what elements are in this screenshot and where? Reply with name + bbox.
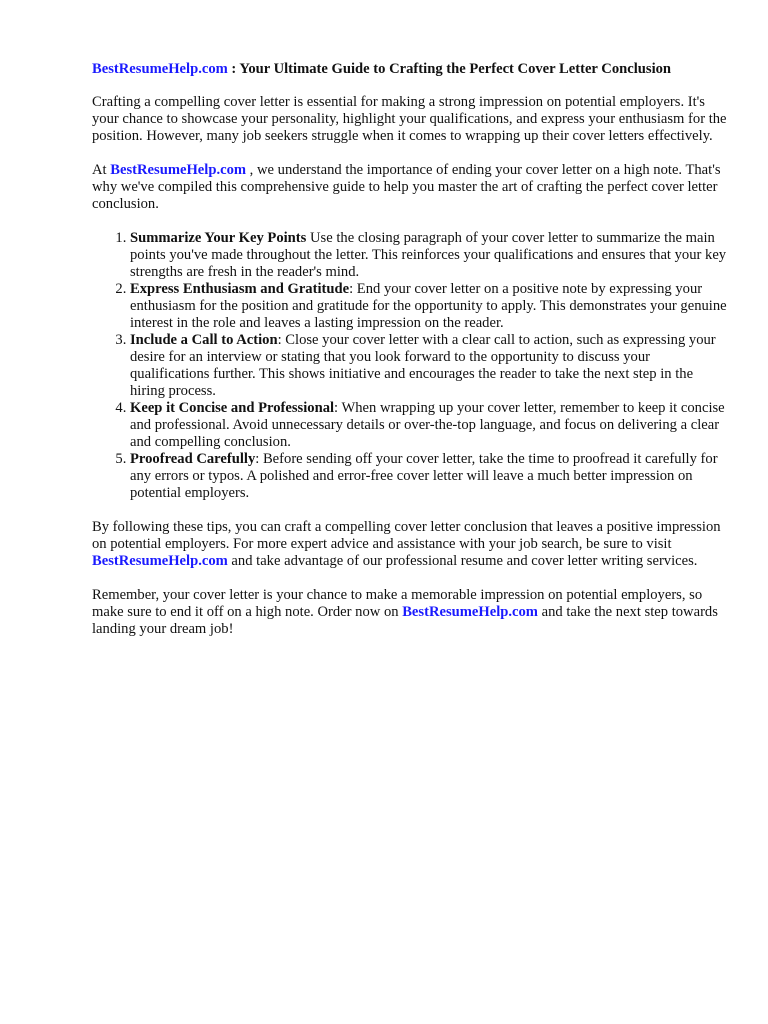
tip-text: : Close your cover letter with a clear call to action, such as expressing your desire for an interview or stating that you look forward to the opportunity to discuss your qualifications further. This shows initiative and encourages the reader to take the next step in the hiring process.	[130, 332, 716, 399]
document-page	[92, 60, 728, 655]
title-text: : Your Ultimate Guide to Crafting the Perfect Cover Letter Conclusion	[227, 61, 672, 77]
tip-title: Keep it Concise and Professional	[130, 400, 335, 416]
intro-paragraph: Crafting a compelling cover letter is essential for making a strong impression on potential employers. It's your chance to showcase your personality, highlight your qualifications, and express your enthusiasm for the position. However, many job seekers struggle when it comes to wrapping up their cover letters effectively.	[92, 94, 727, 144]
tip-title: Include a Call to Action	[130, 332, 278, 348]
list-item	[130, 451, 728, 502]
tip-text: : Before sending off your cover letter, take the time to proofread it carefully for any errors or typos. A polished and error-free cover letter will leave a much better impression on potential employers.	[130, 451, 718, 501]
second-paragraph	[92, 162, 728, 213]
brand-link[interactable]: BestResumeHelp.com	[92, 61, 228, 77]
brand-link[interactable]: BestResumeHelp.com	[110, 162, 247, 178]
closing2-before: Remember, your cover letter is your chance to make a memorable impression on potential employers, so make sure to end it off on a high note. Order now on	[92, 587, 703, 620]
closing2-after: and take the next step towards landing your dream job!	[92, 604, 718, 637]
tips-list	[92, 230, 728, 502]
brand-link[interactable]: BestResumeHelp.com	[402, 604, 538, 620]
list-item	[130, 332, 728, 400]
tip-title: Summarize Your Key Points	[130, 230, 307, 246]
closing1-after: and take advantage of our professional resume and cover letter writing services.	[227, 553, 698, 569]
list-item	[130, 230, 728, 281]
tip-text: : End your cover letter on a positive note by expressing your enthusiasm for the position and gratitude for the opportunity to apply. This demonstrates your genuine interest in the role and leaves a lasting impression on the reader.	[130, 281, 727, 331]
closing1-before: By following these tips, you can craft a compelling cover letter conclusion that leaves a positive impression on potential employers. For more expert advice and assistance with your job search, be sure to visit	[92, 519, 721, 552]
closing-paragraph-2	[92, 587, 728, 638]
page-title	[92, 60, 728, 78]
closing-paragraph-1	[92, 519, 728, 570]
brand-link[interactable]: BestResumeHelp.com	[92, 553, 228, 569]
list-item	[130, 281, 728, 332]
list-item	[130, 400, 728, 451]
tip-text: : When wrapping up your cover letter, remember to keep it concise and professional. Avoid unnecessary details or over-the-top language, and focus on delivering a clear and compelling conclusion.	[130, 400, 725, 450]
tip-title: Express Enthusiasm and Gratitude	[130, 281, 350, 297]
second-text: , we understand the importance of ending your cover letter on a high note. That's why we've compiled this comprehensive guide to help you master the art of crafting the perfect cover letter conclusion.	[92, 162, 721, 212]
tip-text: Use the closing paragraph of your cover letter to summarize the main points you've made throughout the letter. This reinforces your qualifications and ensures that your key strengths are fresh in the reader's mind.	[130, 230, 727, 280]
tip-title: Proofread Carefully	[130, 451, 256, 467]
second-prefix: At	[92, 162, 111, 178]
